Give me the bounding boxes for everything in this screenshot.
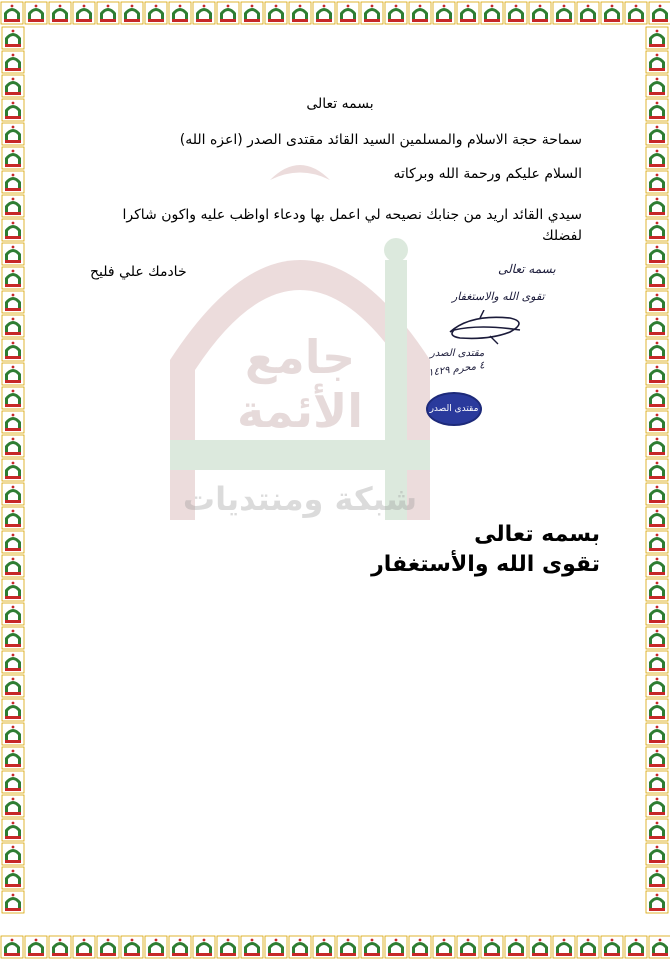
border-bottom <box>0 934 670 960</box>
letter-addressee: سماحة حجة الاسلام والمسلمين السيد القائد مقتدى الصدر (اعزه الله) <box>179 132 582 148</box>
watermark-title: جامع الأئمة <box>236 330 364 438</box>
border-left <box>0 26 26 934</box>
letter-greeting: السلام عليكم ورحمة الله وبركاته <box>393 166 582 182</box>
letter-basmala: بسمه تعالى <box>306 96 374 112</box>
border-pattern-icon <box>0 0 670 26</box>
border-pattern-icon <box>0 934 670 960</box>
border-pattern-icon <box>644 26 670 934</box>
letter-body-line2: لفضلك <box>542 228 582 244</box>
border-top <box>0 0 670 26</box>
typed-reply-piety: تقوى الله والأستغفار <box>371 552 600 577</box>
official-stamp <box>426 392 482 426</box>
watermark-subtitle: شبكة ومنتديات <box>182 480 418 518</box>
signature-icon <box>440 310 530 350</box>
stamp-text: مقتدى الصدر <box>429 404 479 414</box>
letter-sender: خادمك علي فليح <box>90 264 187 280</box>
handwritten-name: مقتدى الصدر <box>430 348 485 359</box>
typed-reply-basmala: بسمه تعالى <box>474 522 600 547</box>
border-right <box>644 26 670 934</box>
border-pattern-icon <box>0 26 26 934</box>
handwritten-date: ٤ محرم ١٤٢٩ <box>427 360 486 379</box>
handwritten-advice: تقوى الله والاستغفار <box>452 290 545 303</box>
handwritten-basmala: بسمه تعالى <box>498 262 556 276</box>
letter-body-line1: سيدي القائد اريد من جنابك نصيحه لي اعمل بها ودعاء اواظب عليه واكون شاكرا <box>122 207 582 223</box>
